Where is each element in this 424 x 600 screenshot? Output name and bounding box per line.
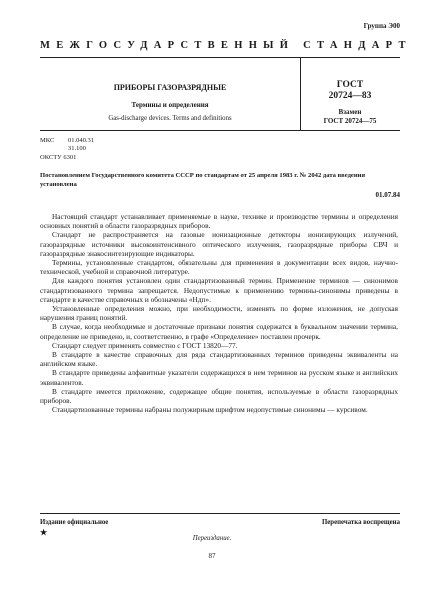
reprint-note: Переиздание. xyxy=(192,535,232,542)
classification-codes xyxy=(40,137,94,162)
paragraph: В стандарте имеется приложение, содержащее общие понятия, используемые в области газоразрядных приборов. xyxy=(40,386,398,406)
effective-date: 01.07.84 xyxy=(375,191,400,199)
paragraph: Термины, установленные стандартом, обязательны для применения в документации всех видов, научно-технической, учебной и справочной литературе. xyxy=(40,258,398,277)
standard-banner: МЕЖГОСУДАРСТВЕННЫЙ СТАНДАРТ xyxy=(40,40,412,51)
paragraph: Настоящий стандарт устанавливает применяемые в науке, технике и производстве термины и определения основных понятий в области газоразрядных приборов. xyxy=(40,212,398,231)
paragraph: Для каждого понятия установлен один стандартизованный термин. Применение терминов — синонимов стандартизованного термина запрещается. Недопустимые к применению термины-синонимы приведены в стандарте в качестве справочных и обозначены «Ндп». xyxy=(40,276,398,304)
body-text xyxy=(40,212,398,414)
paragraph: Стандарт следует применять совместно с ГОСТ 13820—77. xyxy=(52,340,238,350)
code-row xyxy=(40,137,94,145)
gost-number: 20724—83 xyxy=(328,91,372,101)
code-key: МКС xyxy=(40,137,55,144)
code-row xyxy=(40,145,94,153)
gost-label: ГОСТ xyxy=(336,80,364,90)
classification-group: Группа Э00 xyxy=(363,22,400,30)
paragraph: Стандартизованные термины набраны полужирным шрифтом недопустимые синонимы — курсивом. xyxy=(52,405,368,415)
document-title: ПРИБОРЫ ГАЗОРАЗРЯДНЫЕ xyxy=(113,83,227,92)
paragraph: В стандарте в качестве справочных для ряда стандартизованных терминов приведены эквиваленты на английском языке. xyxy=(40,350,398,369)
gost-designation xyxy=(300,80,400,102)
code-key xyxy=(40,145,68,153)
official-edition-label: Издание официальное xyxy=(40,519,109,526)
code-row xyxy=(40,154,94,162)
paragraph: В стандарте приведены алфавитные указатели содержащихся в нем терминов на русском языке и английских эквивалентов. xyxy=(40,368,398,387)
code-value: 31.100 xyxy=(68,145,86,153)
paragraph: Установленные определения можно, при необходимости, изменять по форме изложения, не допуская нарушения границ понятий. xyxy=(40,304,398,323)
document-subtitle: Термины и определения xyxy=(131,101,209,109)
page-number: 87 xyxy=(208,552,216,560)
title-bottom-rule xyxy=(40,130,400,131)
decree-text: Постановлением Государственного комитета СССР по стандартам от 25 апреля 1983 г. № 2042 дата введения установлена xyxy=(40,172,366,188)
paragraph: Стандарт не распространяется на газовые ионизационные детекторы ионизирующих излучений, газоразрядные источники высокоинтенсивного оптического излучения, газоразрядные приборы СВЧ и газоразрядные знакосинтезирующие индикаторы. xyxy=(40,230,398,258)
code-key: ОКСТУ 6301 xyxy=(40,153,77,161)
english-title: Gas-discharge devices. Terms and definitions xyxy=(108,115,232,122)
paragraph: В случае, когда необходимые и достаточные признаки понятия содержатся в буквальном значении термина, определение не приведено, и, соответственно, в графе «Определение» поставлен прочерк. xyxy=(40,322,398,341)
replaces-label: Взамен xyxy=(338,108,362,116)
replaces-number: ГОСТ 20724—75 xyxy=(323,117,377,125)
code-value: 01.040.31 xyxy=(68,137,94,144)
no-reprint-notice: Перепечатка воспрещена xyxy=(322,519,400,526)
star-mark: ★ xyxy=(40,528,48,537)
top-rule xyxy=(40,57,400,58)
footer-rule xyxy=(40,513,400,514)
replaces-block xyxy=(300,108,400,126)
